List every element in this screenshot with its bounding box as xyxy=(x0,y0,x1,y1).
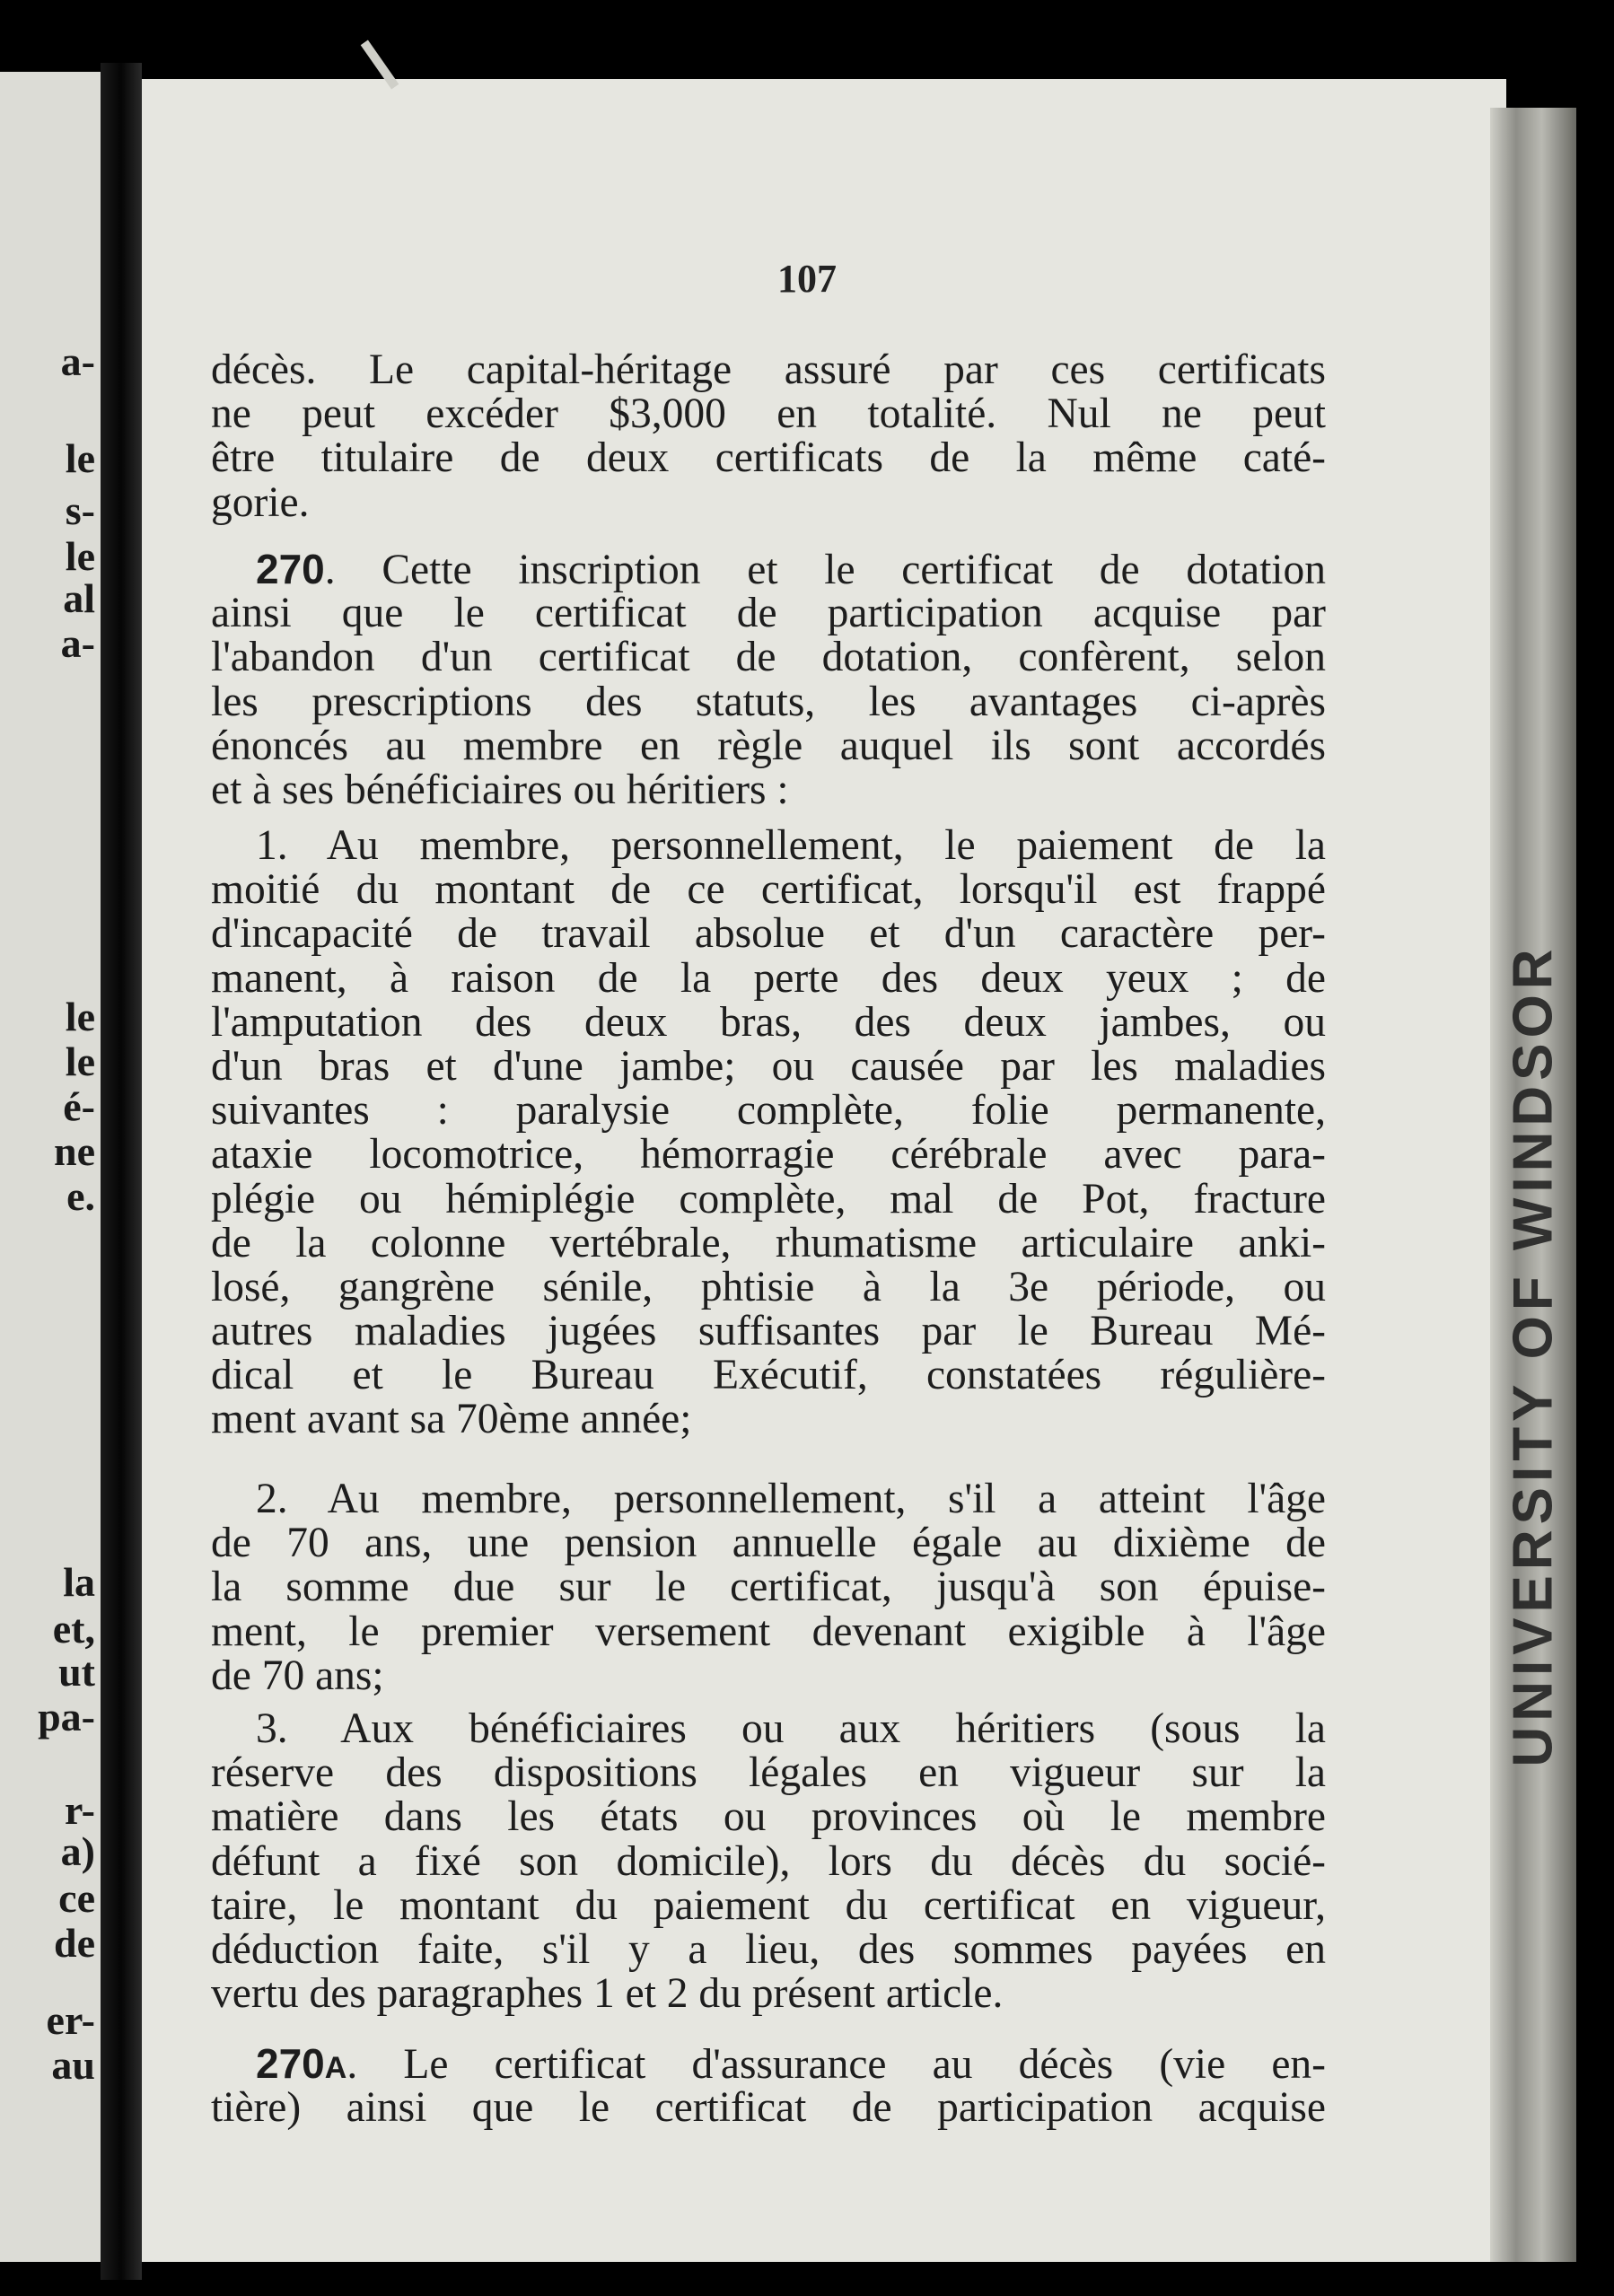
text-line: d'un bras et d'une jambe; ou causée par les maladies xyxy=(211,1042,1326,1090)
article-270a-first-line xyxy=(211,2042,1326,2086)
text-line: la somme due sur le certificat, jusqu'à son épuise- xyxy=(211,1564,1326,1611)
text-line: moitié du montant de ce certificat, lorsqu'il est frappé xyxy=(211,866,1326,914)
article-270-first-line xyxy=(211,548,1326,592)
left-page-fragment xyxy=(0,72,101,2262)
text-line: de 70 ans, une pension annuelle égale au dixième de xyxy=(211,1520,1326,1567)
left-page-text-fragment: a- xyxy=(60,338,95,384)
text-line: d'incapacité de travail absolue et d'un caractère per- xyxy=(211,910,1326,958)
left-page-text-fragment: er- xyxy=(46,1997,95,2043)
text-line: ment avant sa 70ème année; xyxy=(211,1396,692,1443)
left-page-text-fragment: e. xyxy=(66,1173,95,1219)
article-270-body xyxy=(211,592,1326,812)
text-line: défunt a fixé son domicile), lors du décès du socié- xyxy=(211,1837,1326,1885)
text-line: déduction faite, s'il y a lieu, des sommes payées en xyxy=(211,1925,1326,1973)
left-page-text-fragment: ut xyxy=(58,1649,95,1695)
text-line: ataxie locomotrice, hémorragie cérébrale avec para- xyxy=(211,1131,1326,1179)
text-line: manent, à raison de la perte des deux yeux ; de xyxy=(211,954,1326,1002)
text-line: dical et le Bureau Exécutif, constatées régulière- xyxy=(211,1352,1326,1399)
left-page-text-fragment: al xyxy=(63,575,95,621)
text-line: 2. Au membre, personnellement, s'il a atteint l'âge xyxy=(256,1476,1326,1522)
text-line: vertu des paragraphes 1 et 2 du présent article. xyxy=(211,1970,1004,2018)
text-line: énoncés au membre en règle auquel ils sont accordés xyxy=(211,722,1326,769)
text-line: décès. Le capital-héritage assuré par ces certificats xyxy=(211,346,1326,393)
left-page-text-fragment: s- xyxy=(65,487,95,533)
paragraph-continuation xyxy=(211,348,1326,525)
left-page-text-fragment: r- xyxy=(64,1787,95,1833)
left-page-text-fragment: de xyxy=(54,1920,95,1966)
text-line: suivantes : paralysie complète, folie permanente, xyxy=(211,1087,1326,1135)
left-page-text-fragment: ce xyxy=(58,1875,95,1921)
item-3 xyxy=(211,1707,1326,2016)
text-line: losé, gangrène sénile, phtisie à la 3e période, ou xyxy=(211,1263,1326,1310)
article-suffix: A xyxy=(324,2051,347,2085)
left-page-text-fragment: le xyxy=(65,533,95,579)
text-line: l'abandon d'un certificat de dotation, confèrent, selon xyxy=(211,634,1326,681)
item-2 xyxy=(211,1477,1326,1698)
left-page-text-fragment: la xyxy=(63,1559,95,1605)
text-line: les prescriptions des statuts, les avantages ci-après xyxy=(211,678,1326,725)
text-line: gorie. xyxy=(211,478,310,526)
left-page-text-fragment: et, xyxy=(52,1606,95,1652)
text-line: 1. Au membre, personnellement, le paiement de la xyxy=(256,822,1326,869)
text-line: tière) ainsi que le certificat de participation acquise xyxy=(211,2084,1326,2132)
text-line: ne peut excéder $3,000 en totalité. Nul ne peut xyxy=(211,390,1326,438)
article-270a xyxy=(211,2042,1326,2130)
text-line: de 70 ans; xyxy=(211,1652,384,1699)
left-page-text-fragment: é- xyxy=(63,1083,95,1129)
text-line: de la colonne vertébrale, rhumatisme articulaire anki- xyxy=(211,1219,1326,1266)
text-line: autres maladies jugées suffisantes par le Bureau Mé- xyxy=(211,1308,1326,1355)
left-page-text-fragment: ne xyxy=(54,1128,95,1174)
text-line: taire, le montant du paiement du certificat en vigueur, xyxy=(211,1881,1326,1929)
left-page-text-fragment: a- xyxy=(60,620,95,666)
article-number: 270 xyxy=(256,546,325,592)
text-line: réserve des dispositions légales en vigueur sur la xyxy=(211,1749,1326,1797)
article-text: . Le certificat d'assurance au décès (vie en- xyxy=(346,2041,1326,2088)
stamp-text: UNIVERSITY OF WINDSOR xyxy=(1502,943,1565,1767)
left-page-text-fragment: a) xyxy=(60,1828,95,1874)
text-line: 3. Aux bénéficiaires ou aux héritiers (sous la xyxy=(256,1705,1326,1752)
page-gutter xyxy=(101,63,142,2280)
item-1 xyxy=(211,824,1326,1442)
left-page-text-fragment: pa- xyxy=(38,1694,95,1740)
text-line: matière dans les états ou provinces où le membre xyxy=(211,1793,1326,1841)
left-page-text-fragment: au xyxy=(51,2042,95,2088)
text-line: plégie ou hémiplégie complète, mal de Pot, fracture xyxy=(211,1175,1326,1222)
page-number: 107 xyxy=(777,257,837,301)
article-text: . Cette inscription et le certificat de dotation xyxy=(324,547,1326,593)
text-line: ment, le premier versement devenant exigible à l'âge xyxy=(211,1608,1326,1655)
text-line: l'amputation des deux bras, des deux jambes, ou xyxy=(211,998,1326,1046)
text-line: et à ses bénéficiaires ou héritiers : xyxy=(211,766,789,813)
article-270 xyxy=(211,548,1326,812)
library-stamp xyxy=(1501,844,1566,1867)
left-page-text-fragment: le xyxy=(65,435,95,481)
left-page-text-fragment: le xyxy=(65,1038,95,1084)
left-page-text-fragment: le xyxy=(65,994,95,1039)
text-line: ainsi que le certificat de participation acquise par xyxy=(211,590,1326,637)
article-number: 270 xyxy=(256,2040,325,2087)
article-270a-body xyxy=(211,2086,1326,2130)
text-line: être titulaire de deux certificats de la même caté- xyxy=(211,434,1326,482)
